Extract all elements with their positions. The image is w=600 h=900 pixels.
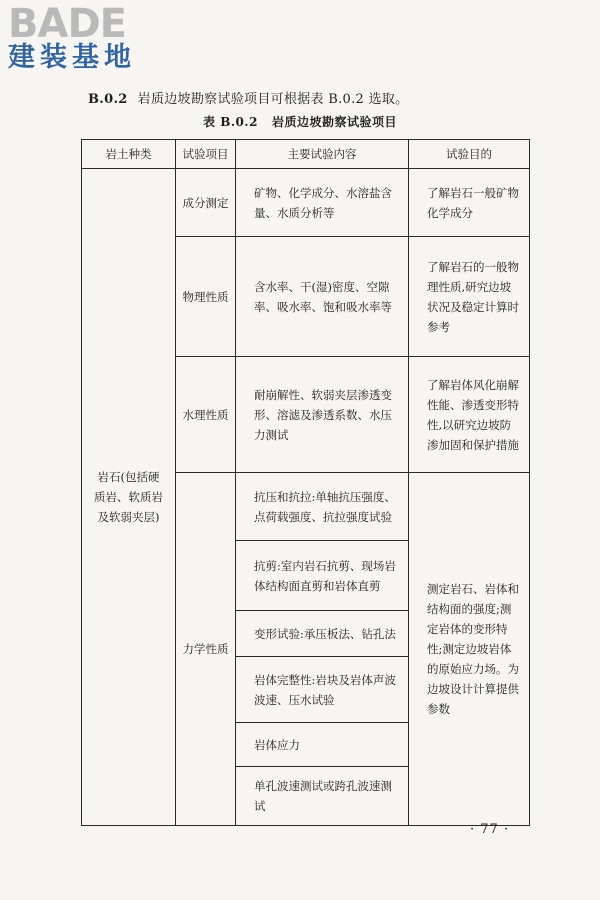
table-row [82, 169, 530, 237]
table-caption [0, 113, 600, 130]
logo-wordmark: BADE [8, 1, 126, 47]
logo-subtitle: 建装基地 [8, 42, 136, 73]
rock-type-cell: 岩石(包括硬质岩、软质岩及软弱夹层) [82, 169, 176, 826]
table-header-row [82, 140, 530, 169]
test-content-cell: 岩体应力 [236, 723, 409, 767]
test-purpose-cell: 了解岩石的一般物理性质,研究边坡状况及稳定计算时参考 [409, 237, 530, 357]
test-content-cell: 抗压和抗拉:单轴抗压强度、点荷载强度、抗拉强度试验 [236, 473, 409, 541]
test-item-cell: 力学性质 [176, 473, 236, 826]
site-logo [8, 2, 208, 73]
test-purpose-cell: 测定岩石、岩体和结构面的强度;测定岩体的变形特性;测定边坡岩体的原始应力场。为边坡设计计算提供参数 [409, 473, 530, 826]
test-item-cell: 物理性质 [176, 237, 236, 357]
clause-text [88, 88, 408, 107]
clause-number: B.0.2 [88, 92, 128, 107]
test-content-cell: 岩体完整性:岩块及岩体声波波速、压水试验 [236, 657, 409, 723]
test-content-cell: 含水率、干(湿)密度、空隙率、吸水率、饱和吸水率等 [236, 237, 409, 357]
test-content-cell: 矿物、化学成分、水溶盐含量、水质分析等 [236, 169, 409, 237]
test-content-cell: 变形试验:承压板法、钻孔法 [236, 611, 409, 657]
table-caption-title: 岩质边坡勘察试验项目 [271, 115, 397, 129]
table-caption-number: 表 B.0.2 [203, 115, 258, 129]
test-content-cell: 耐崩解性、软弱夹层渗透变形、溶滤及渗透系数、水压力测试 [236, 357, 409, 473]
test-item-cell: 成分测定 [176, 169, 236, 237]
header-test-purpose: 试验目的 [409, 140, 530, 169]
test-items-table [81, 139, 529, 822]
header-rock-type: 岩土种类 [82, 140, 176, 169]
test-purpose-cell: 了解岩石一般矿物化学成分 [409, 169, 530, 237]
clause-body: 岩质边坡勘察试验项目可根据表 B.0.2 选取。 [137, 92, 409, 107]
test-item-cell: 水理性质 [176, 357, 236, 473]
test-content-cell: 单孔波速测试或跨孔波速测试 [236, 767, 409, 826]
page-number: · 77 · [470, 822, 510, 837]
test-purpose-cell: 了解岩体风化崩解性能、渗透变形特性,以研究边坡防渗加固和保护措施 [409, 357, 530, 473]
header-main-content: 主要试验内容 [236, 140, 409, 169]
test-content-cell: 抗剪:室内岩石抗剪、现场岩体结构面直剪和岩体直剪 [236, 541, 409, 611]
header-test-item: 试验项目 [176, 140, 236, 169]
